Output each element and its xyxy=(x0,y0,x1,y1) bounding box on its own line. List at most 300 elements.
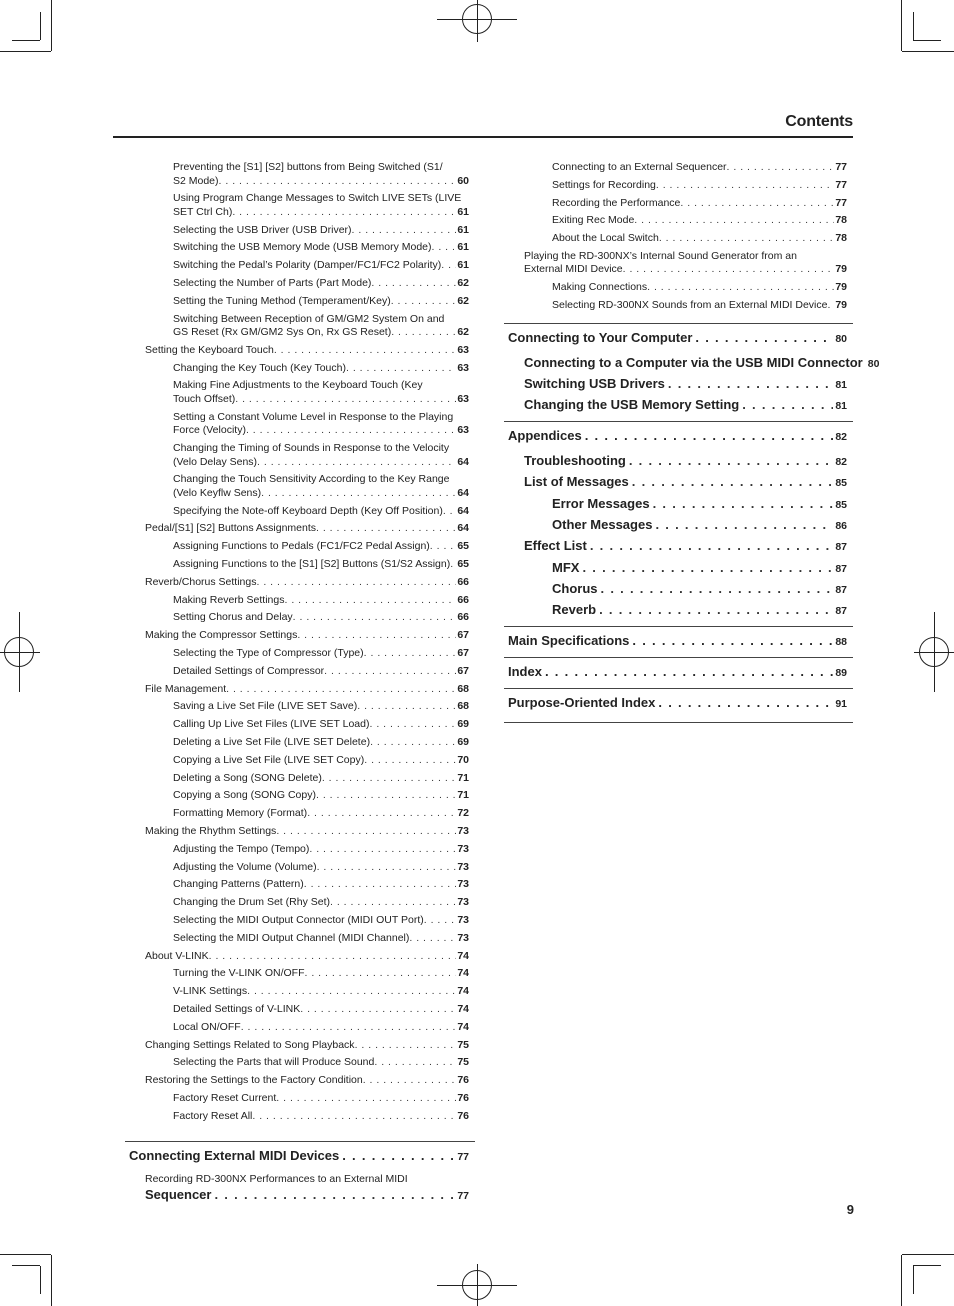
crop-mark xyxy=(902,1254,954,1255)
toc-entry-text: Touch Offset) xyxy=(173,392,236,405)
dot-leader xyxy=(219,175,457,189)
toc-entry-page: 62 xyxy=(457,294,469,307)
dot-leader xyxy=(659,232,834,246)
toc-entry-text: Detailed Settings of Compressor xyxy=(173,664,325,677)
dot-leader xyxy=(211,1187,455,1203)
dot-leader xyxy=(634,214,834,228)
dot-leader xyxy=(623,263,835,277)
crop-mark xyxy=(913,12,914,40)
toc-entry-text-line: Using Program Change Messages to Switch LIVE SETs (LIVE xyxy=(173,192,462,205)
toc-entry-page: 72 xyxy=(457,807,469,820)
toc-entry-page: 82 xyxy=(835,456,847,469)
toc-entry[interactable] xyxy=(125,540,475,554)
toc-entry-page: 74 xyxy=(457,967,469,980)
toc-entry-text: Pedal/[S1] [S2] Buttons Assignments xyxy=(145,522,317,535)
crop-mark xyxy=(51,0,52,51)
toc-entry[interactable] xyxy=(125,629,475,643)
toc-section xyxy=(504,626,853,650)
dot-leader xyxy=(727,161,835,175)
toc-entry[interactable] xyxy=(125,665,475,679)
toc-entry-page: 77 xyxy=(835,196,847,209)
toc-entry-page: 87 xyxy=(835,562,847,575)
toc-entry[interactable] xyxy=(508,538,847,555)
toc-entry[interactable] xyxy=(125,505,475,519)
toc-entry[interactable] xyxy=(504,232,853,246)
toc-entry-page: 66 xyxy=(457,593,469,606)
toc-entry[interactable] xyxy=(504,250,853,277)
dot-leader xyxy=(256,576,456,590)
toc-entry-text: Assigning Functions to Pedals (FC1/FC2 Pedal Assign) xyxy=(173,540,430,553)
toc-section xyxy=(504,657,853,681)
toc-entry-text: (Velo Keyflw Sens) xyxy=(173,486,262,499)
dot-leader xyxy=(424,914,457,928)
toc-entry[interactable] xyxy=(508,560,847,577)
toc-entry-page: 76 xyxy=(457,1109,469,1122)
toc-entry-text: Effect List xyxy=(524,538,587,554)
toc-section-heading[interactable] xyxy=(508,633,847,650)
toc-entry-text: Changing the Key Touch (Key Touch) xyxy=(173,361,346,374)
toc-entry[interactable] xyxy=(125,558,475,572)
toc-entry-text: Selecting the Parts that will Produce Sound xyxy=(173,1056,375,1069)
toc-entry-page: 78 xyxy=(835,214,847,227)
toc-section xyxy=(504,688,853,723)
toc-entry[interactable] xyxy=(125,1110,475,1124)
toc-entry[interactable] xyxy=(508,453,847,470)
toc-entry[interactable] xyxy=(125,772,475,786)
toc-entry-page: 66 xyxy=(457,611,469,624)
dot-leader xyxy=(324,665,456,679)
toc-entry-text: Force (Velocity) xyxy=(173,424,246,437)
dot-leader xyxy=(692,330,833,346)
toc-entry[interactable] xyxy=(125,611,475,625)
toc-entry[interactable] xyxy=(125,224,475,238)
toc-entry-page: 86 xyxy=(835,520,847,533)
toc-section-page: 77 xyxy=(457,1151,469,1164)
toc-section-heading[interactable] xyxy=(129,1148,469,1165)
dot-leader xyxy=(346,362,456,376)
dot-leader xyxy=(665,376,833,392)
toc-entry-text: External MIDI Device xyxy=(524,263,623,276)
registration-circle xyxy=(462,4,492,34)
toc-entry-page: 77 xyxy=(835,161,847,173)
dot-leader xyxy=(582,428,834,444)
toc-entry[interactable] xyxy=(125,259,475,273)
toc-entry-text-line: Switching Between Reception of GM/GM2 System On and xyxy=(173,312,445,325)
toc-entry-text: Deleting a Live Set File (LIVE SET Delete) xyxy=(173,736,371,749)
toc-entry[interactable] xyxy=(508,354,880,372)
toc-entry-text: Local ON/OFF xyxy=(173,1020,241,1033)
toc-entry[interactable] xyxy=(504,161,853,175)
toc-entry-text: Selecting the MIDI Output Channel (MIDI Channel) xyxy=(173,931,410,944)
dot-leader xyxy=(339,1148,455,1164)
toc-section-entries xyxy=(508,354,880,415)
toc-entry-page: 87 xyxy=(835,541,847,554)
toc-section-title: Purpose-Oriented Index xyxy=(508,695,656,711)
dot-leader xyxy=(297,629,456,643)
toc-entry[interactable] xyxy=(125,192,475,219)
toc-entry[interactable] xyxy=(125,241,475,255)
dot-leader xyxy=(443,505,456,519)
dot-leader xyxy=(235,393,456,407)
toc-entry-page: 73 xyxy=(457,860,469,873)
toc-entry-page: 79 xyxy=(835,263,847,276)
toc-entry-page: 78 xyxy=(835,232,847,245)
toc-entry-text: Switching the Pedal’s Polarity (Damper/FC1/FC2 Polarity) xyxy=(173,259,442,272)
toc-entry-text: GS Reset (Rx GM/GM2 Sys On, Rx GS Reset) xyxy=(173,326,392,339)
toc-entry-text: Settings for Recording xyxy=(552,178,656,191)
dot-leader xyxy=(391,295,457,309)
dot-leader xyxy=(247,985,456,999)
toc-entry[interactable] xyxy=(125,594,475,608)
toc-entry-page: 64 xyxy=(457,522,469,535)
dot-leader xyxy=(587,538,833,554)
crop-mark xyxy=(913,40,941,41)
crop-mark xyxy=(913,1266,914,1294)
toc-entry[interactable] xyxy=(125,878,475,892)
toc-entry[interactable] xyxy=(125,789,475,803)
toc-entry-text: List of Messages xyxy=(524,474,629,490)
toc-entry[interactable] xyxy=(504,197,853,211)
crop-mark xyxy=(51,1255,52,1306)
dot-leader xyxy=(309,843,456,857)
dot-leader xyxy=(284,594,456,608)
toc-entry-text: Selecting the USB Driver (USB Driver) xyxy=(173,223,352,236)
toc-entry[interactable] xyxy=(125,1074,475,1088)
toc-entry-text: Detailed Settings of V-LINK xyxy=(173,1002,301,1015)
toc-entry-text: Adjusting the Tempo (Tempo) xyxy=(173,842,310,855)
toc-entry-page: 67 xyxy=(457,629,469,642)
crop-mark xyxy=(901,1255,902,1306)
toc-entry-text: Setting the Tuning Method (Temperament/Key) xyxy=(173,294,391,307)
toc-entry-page: 77 xyxy=(835,178,847,191)
toc-entry[interactable] xyxy=(508,517,847,534)
dot-leader xyxy=(680,197,834,211)
toc-section-entries xyxy=(508,453,847,619)
toc-entry[interactable] xyxy=(508,602,847,619)
toc-section-title: Connecting External MIDI Devices xyxy=(129,1148,340,1164)
dot-leader xyxy=(257,456,456,470)
toc-entry-page: 73 xyxy=(457,825,469,837)
toc-entry[interactable] xyxy=(125,754,475,768)
toc-entry[interactable] xyxy=(125,295,475,309)
toc-entry[interactable] xyxy=(125,277,475,291)
toc-entry[interactable] xyxy=(125,736,475,750)
toc-entry-page: 61 xyxy=(457,205,469,218)
crop-mark xyxy=(913,1265,941,1266)
toc-section xyxy=(125,1141,475,1204)
toc-entry-text: Reverb xyxy=(552,602,597,618)
toc-entry-page: 60 xyxy=(457,174,469,187)
toc-entry[interactable] xyxy=(125,362,475,376)
toc-entry-text: Changing the Drum Set (Rhy Set) xyxy=(173,896,330,909)
toc-entry-text: SET Ctrl Ch) xyxy=(173,205,233,218)
toc-entry-text: V-LINK Settings xyxy=(173,985,248,998)
toc-entry-page: 75 xyxy=(457,1038,469,1051)
toc-entry-page: 65 xyxy=(457,558,469,571)
dot-leader xyxy=(409,932,456,946)
dot-leader xyxy=(307,807,456,821)
toc-entry-text: Making Connections xyxy=(552,281,648,294)
toc-entry-text: Recording the Performance xyxy=(552,196,681,209)
crop-mark xyxy=(901,0,902,51)
toc-entry[interactable] xyxy=(504,281,853,295)
toc-section xyxy=(504,421,853,619)
toc-entry-page: 65 xyxy=(457,540,469,553)
toc-entry-text: (Velo Delay Sens) xyxy=(173,455,258,468)
toc-entry-page: 68 xyxy=(457,700,469,713)
toc-right-column xyxy=(504,161,880,730)
registration-circle xyxy=(462,1270,492,1300)
toc-section-title: Main Specifications xyxy=(508,633,630,649)
toc-entry[interactable] xyxy=(125,683,475,697)
toc-section-page: 89 xyxy=(835,667,847,680)
dot-leader xyxy=(629,474,834,490)
page-number: 9 xyxy=(846,1202,854,1217)
toc-section-heading[interactable] xyxy=(508,695,847,712)
toc-entry-text-line: Playing the RD-300NX’s Internal Sound Generator from an xyxy=(524,249,797,262)
toc-entry-text: Changing the USB Memory Setting xyxy=(524,397,740,413)
toc-section xyxy=(504,323,880,415)
toc-entry-text: Specifying the Note-off Keyboard Depth (Key Off Position) xyxy=(173,504,443,517)
crop-mark xyxy=(12,40,40,41)
toc-entry-page: 63 xyxy=(457,424,469,437)
toc-entry[interactable] xyxy=(125,896,475,910)
toc-entry[interactable] xyxy=(508,376,847,393)
toc-entry-page: 70 xyxy=(457,753,469,766)
toc-entry-page: 66 xyxy=(457,575,469,588)
toc-entry-text: Saving a Live Set File (LIVE SET Save) xyxy=(173,700,358,713)
crop-mark xyxy=(0,51,51,52)
toc-entry[interactable] xyxy=(125,411,475,438)
toc-entry-text: Other Messages xyxy=(552,517,653,533)
toc-entry[interactable] xyxy=(504,179,853,193)
toc-entry-page: 87 xyxy=(835,583,847,596)
dot-leader xyxy=(369,718,456,732)
toc-entry[interactable] xyxy=(508,474,847,491)
toc-section-page: 80 xyxy=(835,332,847,345)
toc-entry-text: Selecting the MIDI Output Connector (MIDI OUT Port) xyxy=(173,913,424,926)
toc-entry[interactable] xyxy=(125,1021,475,1035)
toc-entry-text: Assigning Functions to the [S1] [S2] Buttons (S1/S2 Assign) xyxy=(173,558,451,571)
toc-entry-page: 69 xyxy=(457,736,469,749)
toc-section-heading[interactable] xyxy=(508,330,847,347)
toc-entry[interactable] xyxy=(125,807,475,821)
toc-entry-text: Selecting the Number of Parts (Part Mode) xyxy=(173,276,372,289)
crop-mark xyxy=(902,51,954,52)
toc-entry-text: Making Reverb Settings xyxy=(173,593,285,606)
dot-leader xyxy=(355,1039,457,1053)
toc-entry-text: Changing Settings Related to Song Playback xyxy=(145,1038,355,1051)
toc-entry[interactable] xyxy=(125,825,475,839)
header-rule xyxy=(113,136,853,138)
toc-entry[interactable] xyxy=(508,581,847,598)
toc-entry-page: 73 xyxy=(457,878,469,891)
toc-entry[interactable] xyxy=(125,861,475,875)
dot-leader xyxy=(441,259,456,273)
toc-entry[interactable] xyxy=(125,647,475,661)
toc-entry-page: 74 xyxy=(457,1002,469,1015)
toc-entry-text: Making the Rhythm Settings xyxy=(145,825,277,837)
dot-leader xyxy=(739,397,833,413)
toc-entry-text: Troubleshooting xyxy=(524,453,626,469)
dot-leader xyxy=(432,241,457,255)
dot-leader xyxy=(246,424,456,438)
toc-entry-page: 61 xyxy=(457,259,469,272)
toc-entry-text: Making the Compressor Settings xyxy=(145,629,298,642)
dot-leader xyxy=(374,1056,456,1070)
toc-entry-text-line: Recording RD-300NX Performances to an External MIDI xyxy=(145,1173,408,1186)
toc-entry-page: 75 xyxy=(457,1056,469,1069)
toc-section-title: Appendices xyxy=(508,428,582,444)
toc-entry[interactable] xyxy=(125,576,475,590)
toc-entry-page: 74 xyxy=(457,1020,469,1033)
toc-entry-text: Setting the Keyboard Touch xyxy=(145,343,274,356)
toc-entry-page: 76 xyxy=(457,1074,469,1087)
toc-entry[interactable] xyxy=(125,1039,475,1053)
dot-leader xyxy=(363,1074,457,1088)
toc-entry[interactable] xyxy=(125,379,475,406)
toc-entry-text-line: Setting a Constant Volume Level in Response to the Playing xyxy=(173,410,454,423)
dot-leader xyxy=(300,1003,456,1017)
crop-mark xyxy=(12,1265,40,1266)
crop-mark xyxy=(0,1254,51,1255)
toc-entry-text: Calling Up Live Set Files (LIVE SET Load) xyxy=(173,718,370,731)
toc-entry[interactable] xyxy=(508,496,847,513)
dot-leader xyxy=(364,754,456,768)
toc-entry-text: Selecting RD-300NX Sounds from an External MIDI Device xyxy=(552,299,828,312)
toc-entry[interactable] xyxy=(508,397,847,414)
dot-leader xyxy=(352,224,457,238)
toc-entry[interactable] xyxy=(125,344,475,358)
toc-entry-text: Error Messages xyxy=(552,495,650,511)
toc-entry-page: 74 xyxy=(457,985,469,998)
toc-entry[interactable] xyxy=(125,442,475,469)
toc-section-page: 88 xyxy=(835,636,847,649)
toc-entry-page: 63 xyxy=(457,361,469,374)
toc-entry[interactable] xyxy=(125,950,475,964)
toc-entry[interactable] xyxy=(125,700,475,714)
toc-entry[interactable] xyxy=(125,161,475,188)
toc-entry[interactable] xyxy=(125,985,475,999)
dot-leader xyxy=(596,602,833,618)
toc-entry-page: 62 xyxy=(457,276,469,289)
dot-leader xyxy=(626,453,833,469)
dot-leader xyxy=(241,1021,457,1035)
toc-entry-page: 61 xyxy=(457,241,469,254)
toc-entry-page: 73 xyxy=(457,913,469,926)
toc-entry[interactable] xyxy=(125,473,475,500)
toc-entry-text: Sequencer xyxy=(145,1186,212,1202)
toc-entry-text: About V-LINK xyxy=(145,949,209,962)
toc-entry-text: Turning the V-LINK ON/OFF xyxy=(173,967,305,980)
toc-entry[interactable] xyxy=(125,914,475,928)
toc-entry[interactable] xyxy=(125,1003,475,1017)
toc-entry-text: Chorus xyxy=(552,580,598,596)
dot-leader xyxy=(226,683,456,697)
toc-section-page: 91 xyxy=(835,698,847,711)
toc-section-heading[interactable] xyxy=(508,428,847,445)
toc-entry[interactable] xyxy=(125,843,475,857)
dot-leader xyxy=(330,896,456,910)
dot-leader xyxy=(322,772,456,786)
crop-mark xyxy=(40,12,41,40)
registration-circle xyxy=(4,637,34,667)
toc-entry-text: Copying a Live Set File (LIVE SET Copy) xyxy=(173,753,365,766)
toc-entry-page: 63 xyxy=(457,343,469,356)
dot-leader xyxy=(647,281,834,295)
registration-circle xyxy=(919,637,949,667)
dot-leader xyxy=(656,179,834,193)
toc-entry-text: Connecting to a Computer via the USB MIDI Connector xyxy=(524,354,863,370)
toc-entry[interactable] xyxy=(125,718,475,732)
dot-leader xyxy=(598,581,834,597)
toc-entry-page: 64 xyxy=(457,486,469,499)
dot-leader xyxy=(371,277,456,291)
toc-entry[interactable] xyxy=(125,313,475,340)
toc-entry[interactable] xyxy=(125,1092,475,1106)
toc-entry[interactable] xyxy=(125,967,475,981)
toc-entry[interactable] xyxy=(129,1173,469,1204)
dot-leader xyxy=(293,611,457,625)
toc-entry[interactable] xyxy=(504,299,853,313)
dot-leader xyxy=(652,517,833,533)
toc-entry-text: S2 Mode) xyxy=(173,174,219,187)
toc-entry-text: Formatting Memory (Format) xyxy=(173,807,308,820)
toc-entry[interactable] xyxy=(504,214,853,228)
toc-entry[interactable] xyxy=(125,522,475,536)
toc-entry-page: 71 xyxy=(457,771,469,784)
toc-entry-page: 81 xyxy=(835,400,847,413)
toc-entry-text: Adjusting the Volume (Volume) xyxy=(173,860,317,873)
dot-leader xyxy=(276,825,456,839)
dot-leader xyxy=(209,950,457,964)
toc-entry-page: 61 xyxy=(457,223,469,236)
dot-leader xyxy=(316,789,456,803)
dot-leader xyxy=(232,206,456,220)
toc-entry-page: 85 xyxy=(835,477,847,490)
toc-entry-page: 64 xyxy=(457,455,469,468)
dot-leader xyxy=(629,633,833,649)
toc-entry-text: Deleting a Song (SONG Delete) xyxy=(173,771,322,784)
toc-entry-page: 69 xyxy=(457,718,469,731)
dot-leader xyxy=(316,522,456,536)
toc-entry-text-line: Changing the Timing of Sounds in Response to the Velocity xyxy=(173,442,450,455)
dot-leader xyxy=(827,299,834,313)
dot-leader xyxy=(650,496,834,512)
toc-entry-text: Selecting the Type of Compressor (Type) xyxy=(173,647,364,660)
toc-entry-page: 80 xyxy=(867,357,880,370)
toc-entry-text: File Management xyxy=(145,682,227,695)
toc-section-heading[interactable] xyxy=(508,664,847,681)
toc-entry-page: 67 xyxy=(457,664,469,677)
dot-leader xyxy=(430,540,457,554)
toc-entry-page: 68 xyxy=(457,682,469,695)
crop-mark xyxy=(40,1266,41,1294)
toc-entry-page: 87 xyxy=(835,605,847,618)
toc-entry[interactable] xyxy=(125,932,475,946)
toc-entry-text: Restoring the Settings to the Factory Condition xyxy=(145,1074,363,1087)
dot-leader xyxy=(317,861,457,875)
toc-entry-text: Switching USB Drivers xyxy=(524,375,665,391)
toc-entry-page: 62 xyxy=(457,326,469,339)
toc-section-entries xyxy=(129,1173,469,1204)
dot-leader xyxy=(304,878,457,892)
toc-entry-text-line: Making Fine Adjustments to the Keyboard Touch (Key xyxy=(173,379,423,392)
toc-entry-text: Factory Reset All xyxy=(173,1109,253,1122)
toc-entry[interactable] xyxy=(125,1056,475,1070)
toc-entry-page: 81 xyxy=(835,378,847,391)
toc-entry-page: 67 xyxy=(457,647,469,660)
